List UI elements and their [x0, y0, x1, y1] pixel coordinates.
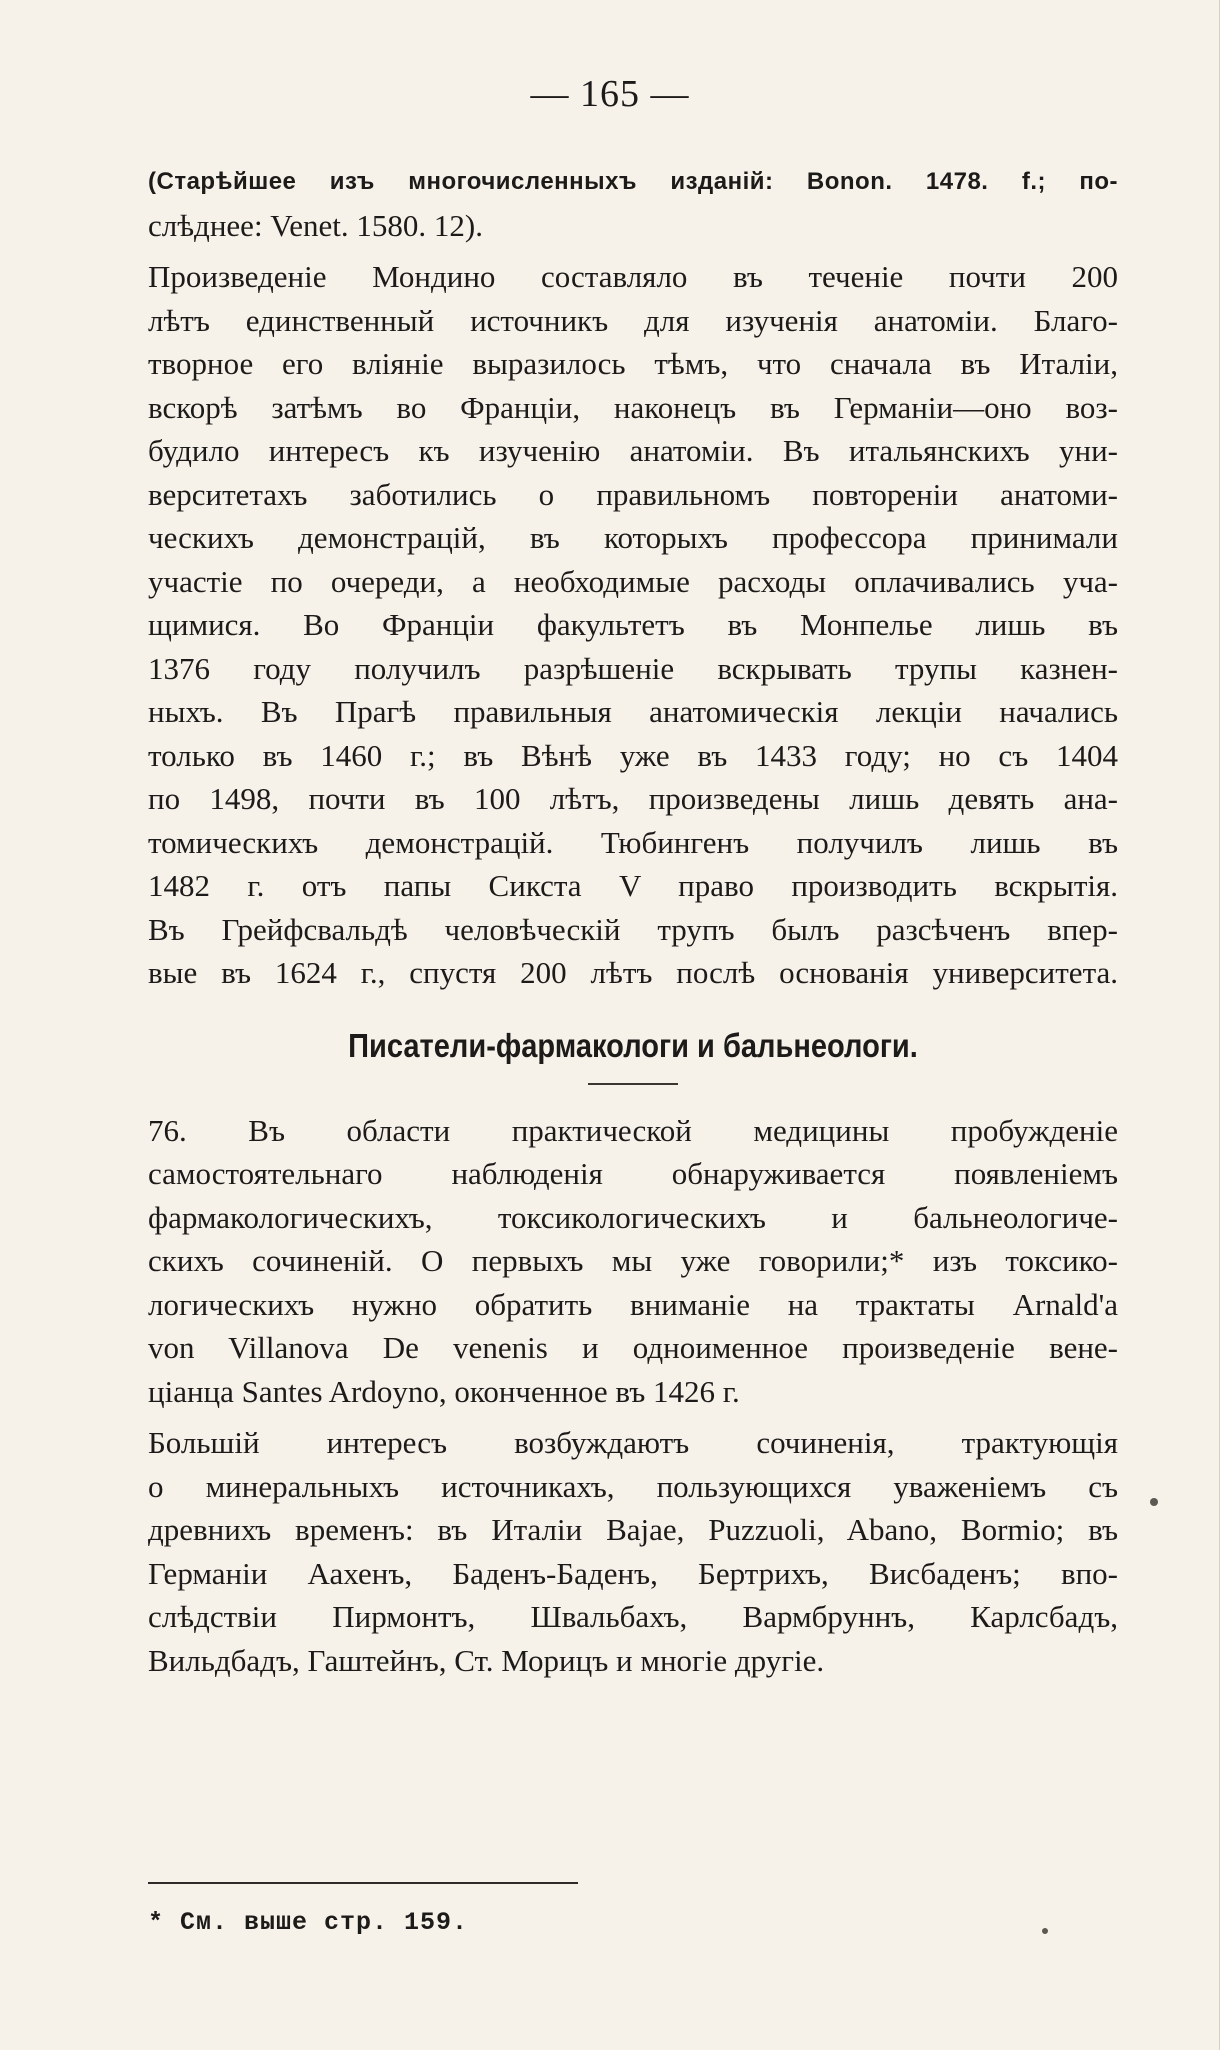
paragraph2-line: щимися. Во Франціи факультетъ въ Монпелье лишь въ [148, 607, 1118, 642]
paragraph2-line: лѣтъ единственный источникъ для изученія анатоміи. Благо- [148, 302, 1118, 338]
paragraph2-line: по 1498, почти въ 100 лѣтъ, произведены лишь девять ана- [148, 781, 1118, 816]
paragraph2-line: вые въ 1624 г., спустя 200 лѣтъ послѣ основанія университета. [148, 955, 1118, 990]
main-text [148, 160, 1118, 1682]
paragraph2-line: ческихъ демонстрацій, въ которыхъ профессора принимали [148, 520, 1118, 555]
paragraph1-line2: слѣднее: Venet. 1580. 12). [148, 207, 483, 243]
paragraph2-line: верситетахъ заботились о правильномъ повтореніи анатоми- [148, 476, 1118, 512]
paragraph4-line: Германіи Аахенъ, Баденъ-Баденъ, Бертрихъ, Висбаденъ; впо- [148, 1555, 1118, 1591]
section-title: Писатели-фармакологи и бальнеологи. [348, 1026, 918, 1064]
paragraph2-line: томическихъ демонстрацій. Тюбингенъ получилъ лишь въ [148, 824, 1118, 860]
paragraph3-line: 76. Въ области практической медицины пробужденіе [148, 1112, 1118, 1148]
paragraph4-line: слѣдствіи Пирмонтъ, Швальбахъ, Вармбруннъ, Карлсбадъ, [148, 1599, 1118, 1634]
paragraph3-line: von Villanova De venenis и одноименное произведеніе вене- [148, 1330, 1118, 1365]
paragraph2-line: Въ Грейфсвальдѣ человѣческій трупъ былъ разсѣченъ впер- [148, 911, 1118, 947]
paragraph2-line: будило интересъ къ изученію анатоміи. Въ итальянскихъ уни- [148, 433, 1118, 468]
paragraph4-line: древнихъ временъ: въ Италіи Bajae, Puzzuoli, Abano, Bormio; въ [148, 1512, 1118, 1547]
paragraph1-line1: (Старѣйшее изъ многочисленныхъ изданій: Bonon. 1478. f.; по- [148, 168, 1118, 195]
margin-speck [1150, 1498, 1158, 1506]
paragraph3-line: самостоятельнаго наблюденія обнаруживается появленіемъ [148, 1156, 1118, 1191]
paragraph2-line: только въ 1460 г.; въ Вѣнѣ уже въ 1433 году; но съ 1404 [148, 737, 1118, 773]
paragraph4-line: Большій интересъ возбуждаютъ сочиненія, трактующія [148, 1425, 1118, 1460]
paragraph2-line: 1482 г. отъ папы Сикста V право производить вскрытія. [148, 868, 1118, 903]
paragraph3-line: фармакологическихъ, токсикологическихъ и бальнеологиче- [148, 1199, 1118, 1235]
paragraph3-line: логическихъ нужно обратить вниманіе на трактаты Arnald'a [148, 1286, 1118, 1322]
title-rule [588, 1083, 678, 1085]
paragraph2-line: участіе по очереди, а необходимые расходы оплачивались уча- [148, 563, 1118, 599]
paragraph3-line: скихъ сочиненій. О первыхъ мы уже говорили;* изъ токсико- [148, 1243, 1118, 1278]
paragraph2-line: 1376 году получилъ разрѣшеніе вскрывать трупы казнен- [148, 650, 1118, 686]
paragraph2-line: ныхъ. Въ Прагѣ правильныя анатомическія лекціи начались [148, 694, 1118, 729]
footnote-rule [148, 1882, 578, 1884]
margin-speck [1042, 1928, 1048, 1934]
footnote: * См. выше стр. 159. [148, 1908, 469, 1937]
paragraph2-line: Произведеніе Мондино составляло въ теченіе почти 200 [148, 259, 1118, 294]
paragraph4-line: Вильдбадъ, Гаштейнъ, Ст. Морицъ и многіе другіе. [148, 1642, 825, 1678]
page-number: — 165 — [530, 73, 690, 115]
paragraph3-line: ціанца Santes Ardoyno, оконченное въ 1426 г. [148, 1373, 740, 1409]
paragraph4-line: о минеральныхъ источникахъ, пользующихся уваженіемъ съ [148, 1468, 1118, 1504]
paragraph2-line: творное его вліяніе выразилось тѣмъ, что сначала въ Италіи, [148, 346, 1118, 381]
paragraph2-line: вскорѣ затѣмъ во Франціи, наконецъ въ Германіи—оно воз- [148, 389, 1118, 425]
